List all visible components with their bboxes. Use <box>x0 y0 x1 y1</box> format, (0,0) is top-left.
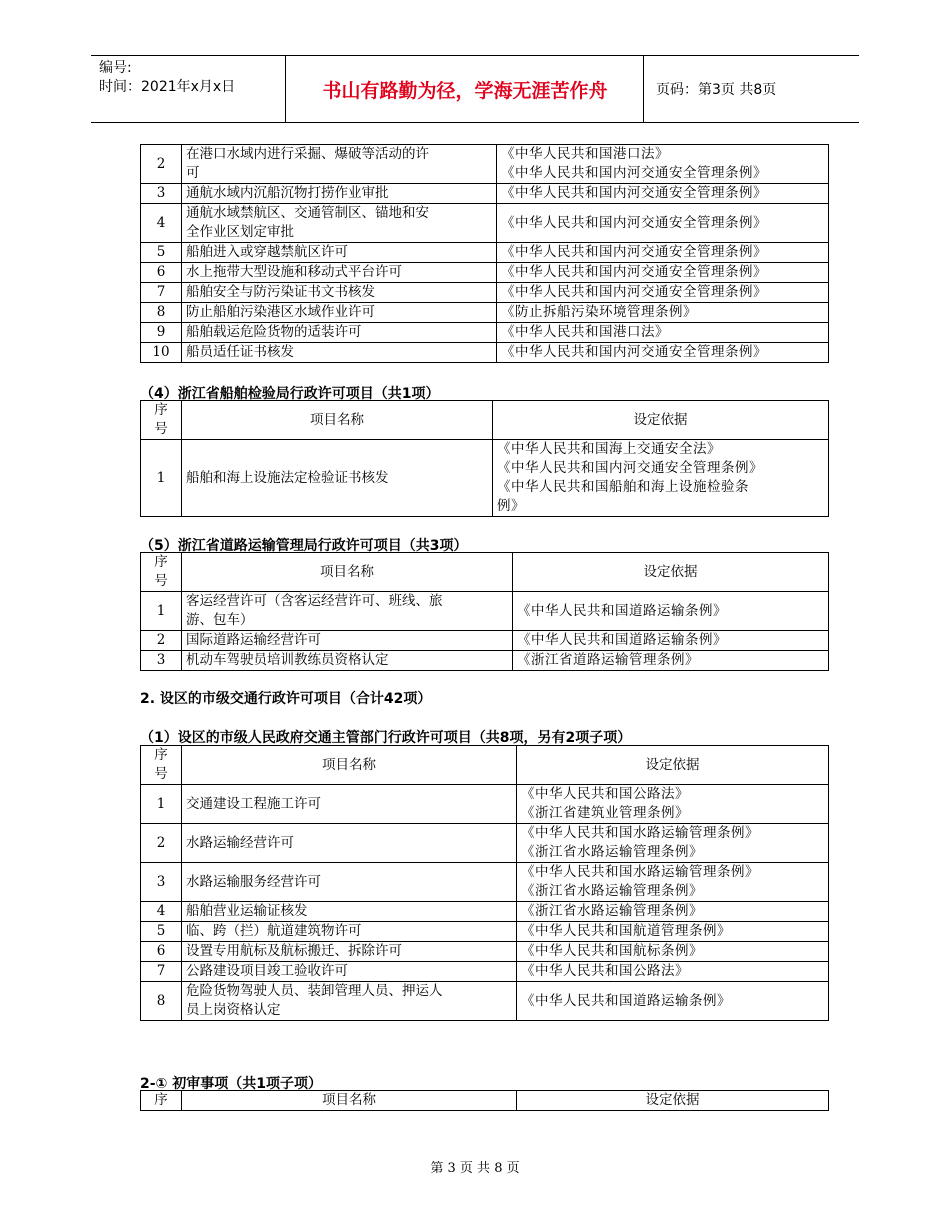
code-label: 编号: <box>99 60 132 76</box>
item-name <box>182 824 517 863</box>
legal-basis-line: 《中华人民共和国水路运输管理条例》 <box>521 825 759 841</box>
item-name <box>182 863 517 902</box>
item-name-line: 全作业区划定审批 <box>186 224 294 240</box>
table-row <box>141 243 829 263</box>
col-header-no: 序 <box>141 1091 182 1111</box>
page-header <box>91 55 859 123</box>
legal-basis-line: 《中华人民共和国内河交通安全管理条例》 <box>501 185 767 201</box>
legal-basis-line: 《中华人民共和国水路运输管理条例》 <box>521 864 759 880</box>
row-number: 6 <box>141 942 182 962</box>
row-number: 7 <box>141 962 182 982</box>
legal-basis-line: 《浙江省建筑业管理条例》 <box>521 805 689 821</box>
legal-basis <box>517 962 829 982</box>
item-name-line: 交通建设工程施工许可 <box>186 795 321 812</box>
col-header-basis: 设定依据 <box>513 553 829 592</box>
legal-basis-line: 《中华人民共和国港口法》 <box>501 146 669 162</box>
legal-basis <box>493 440 829 517</box>
item-name-line: 国际道路运输经营许可 <box>186 632 321 648</box>
item-name <box>182 631 513 651</box>
row-number: 2 <box>141 145 182 184</box>
table-row <box>141 785 829 824</box>
row-number: 8 <box>141 303 182 323</box>
col-header-basis: 设定依据 <box>517 746 829 785</box>
section-2-1-heading: （1）设区的市级人民政府交通主管部门行政许可项目（共8项，另有2项子项） <box>140 730 632 746</box>
col-header-basis: 设定依据 <box>493 401 829 440</box>
item-name <box>182 263 497 283</box>
legal-basis-line: 《中华人民共和国航道管理条例》 <box>521 923 731 939</box>
col-header-no: 序 号 <box>141 401 182 440</box>
item-name-line: 客运经营许可（含客运经营许可、班线、旅 <box>186 593 443 609</box>
section-4-heading: （4）浙江省船舶检验局行政许可项目（共1项） <box>140 386 440 402</box>
legal-basis <box>517 982 829 1021</box>
item-name <box>182 283 497 303</box>
legal-basis <box>497 243 829 263</box>
item-name-line: 游、包车） <box>186 612 254 628</box>
legal-basis <box>517 863 829 902</box>
row-number: 10 <box>141 343 182 363</box>
legal-basis-line: 例》 <box>497 498 525 514</box>
col-header-name: 项目名称 <box>182 401 493 440</box>
header-motto: 书山有路勤为径，学海无涯苦作舟 <box>287 56 644 122</box>
legal-basis-line: 《浙江省道路运输管理条例》 <box>517 652 699 668</box>
legal-basis <box>517 785 829 824</box>
legal-basis <box>497 303 829 323</box>
legal-basis-line: 《中华人民共和国内河交通安全管理条例》 <box>497 460 763 476</box>
row-number: 9 <box>141 323 182 343</box>
row-number: 1 <box>141 440 182 517</box>
legal-basis <box>517 922 829 942</box>
legal-basis-line: 《中华人民共和国道路运输条例》 <box>521 992 731 1009</box>
item-name <box>182 982 517 1021</box>
col-header-name: 项目名称 <box>182 746 517 785</box>
item-name <box>182 343 497 363</box>
row-number: 1 <box>141 592 182 631</box>
row-number: 2 <box>141 824 182 863</box>
table-row <box>141 942 829 962</box>
legal-basis <box>517 824 829 863</box>
time-label: 时间：2021年x月x日 <box>99 79 236 95</box>
item-name-line: 水上拖带大型设施和移动式平台许可 <box>186 264 402 280</box>
legal-basis-line: 《中华人民共和国内河交通安全管理条例》 <box>501 244 767 260</box>
legal-basis <box>497 323 829 343</box>
legal-basis <box>497 343 829 363</box>
table-row <box>141 323 829 343</box>
legal-basis-line: 《浙江省水路运输管理条例》 <box>521 844 703 860</box>
item-name-line: 员上岗资格认定 <box>186 1002 281 1018</box>
item-name <box>182 145 497 184</box>
item-name-line: 船舶安全与防污染证书文书核发 <box>186 284 375 300</box>
table-row <box>141 902 829 922</box>
item-name-line: 船舶进入或穿越禁航区许可 <box>186 244 348 260</box>
legal-basis-line: 《中华人民共和国海上交通安全法》 <box>497 441 721 457</box>
header-page-label: 页码：第3页 共8页 <box>656 82 777 98</box>
legal-basis <box>497 145 829 184</box>
row-number: 2 <box>141 631 182 651</box>
row-number: 6 <box>141 263 182 283</box>
legal-basis-line: 《中华人民共和国港口法》 <box>501 324 669 340</box>
table-row <box>141 863 829 902</box>
legal-basis <box>497 263 829 283</box>
row-number: 5 <box>141 243 182 263</box>
legal-basis <box>517 902 829 922</box>
table-row <box>141 651 829 671</box>
item-name <box>182 651 513 671</box>
table-row <box>141 592 829 631</box>
table-row <box>141 343 829 363</box>
item-name <box>182 592 513 631</box>
item-name <box>182 323 497 343</box>
row-number: 7 <box>141 283 182 303</box>
item-name-line: 船舶营业运输证核发 <box>186 903 308 919</box>
item-name-line: 水路运输经营许可 <box>186 834 294 851</box>
legal-basis-line: 《防止拆船污染环境管理条例》 <box>501 304 697 320</box>
section-5-heading: （5）浙江省道路运输管理局行政许可项目（共3项） <box>140 538 468 554</box>
col-header-no: 序 号 <box>141 746 182 785</box>
table-continued <box>140 144 829 363</box>
item-name-line: 船员适任证书核发 <box>186 344 294 360</box>
item-name <box>182 440 493 517</box>
table-row <box>141 824 829 863</box>
item-name-line: 通航水域内沉船沉物打捞作业审批 <box>186 185 389 201</box>
table-row <box>141 145 829 184</box>
item-name-line: 设置专用航标及航标搬迁、拆除许可 <box>186 943 402 959</box>
item-name <box>182 902 517 922</box>
legal-basis <box>497 283 829 303</box>
item-name-line: 临、跨（拦）航道建筑物许可 <box>186 923 362 939</box>
row-number: 5 <box>141 922 182 942</box>
page-footer: 第 3 页 共 8 页 <box>430 1161 520 1176</box>
item-name-line: 通航水域禁航区、交通管制区、锚地和安 <box>186 205 429 221</box>
legal-basis-line: 《中华人民共和国内河交通安全管理条例》 <box>501 344 767 360</box>
row-number: 4 <box>141 902 182 922</box>
legal-basis <box>513 651 829 671</box>
legal-basis-line: 《中华人民共和国内河交通安全管理条例》 <box>501 214 767 231</box>
header-meta <box>91 56 286 122</box>
legal-basis <box>497 204 829 243</box>
row-number: 1 <box>141 785 182 824</box>
table-row <box>141 922 829 942</box>
item-name <box>182 942 517 962</box>
section-2-heading: 2. 设区的市级交通行政许可项目（合计42项） <box>140 691 432 707</box>
legal-basis <box>517 942 829 962</box>
legal-basis-line: 《浙江省水路运输管理条例》 <box>521 903 703 919</box>
item-name-line: 危险货物驾驶人员、装卸管理人员、押运人 <box>186 983 443 999</box>
row-number: 4 <box>141 204 182 243</box>
item-name <box>182 962 517 982</box>
legal-basis-line: 《中华人民共和国内河交通安全管理条例》 <box>501 284 767 300</box>
table-row <box>141 982 829 1021</box>
item-name <box>182 184 497 204</box>
table-section-5 <box>140 552 829 671</box>
item-name <box>182 303 497 323</box>
table-section-4 <box>140 400 829 517</box>
item-name-line: 在港口水域内进行采掘、爆破等活动的许 <box>186 146 429 162</box>
col-header-name: 项目名称 <box>182 1091 517 1111</box>
row-number: 3 <box>141 651 182 671</box>
col-header-name: 项目名称 <box>182 553 513 592</box>
item-name-line: 水路运输服务经营许可 <box>186 873 321 890</box>
legal-basis <box>513 631 829 651</box>
legal-basis-line: 《中华人民共和国船舶和海上设施检验条 <box>497 479 749 495</box>
item-name <box>182 922 517 942</box>
legal-basis-line: 《中华人民共和国公路法》 <box>521 963 689 979</box>
legal-basis-line: 《中华人民共和国道路运输条例》 <box>517 632 727 648</box>
legal-basis-line: 《中华人民共和国内河交通安全管理条例》 <box>501 264 767 280</box>
table-section-2-sub <box>140 1090 829 1111</box>
item-name-line: 公路建设项目竣工验收许可 <box>186 963 348 979</box>
item-name-line: 防止船舶污染港区水域作业许可 <box>186 304 375 320</box>
table-row <box>141 303 829 323</box>
legal-basis-line: 《中华人民共和国航标条例》 <box>521 943 703 959</box>
col-header-basis: 设定依据 <box>517 1091 829 1111</box>
item-name-line: 船舶载运危险货物的适装许可 <box>186 324 362 340</box>
table-row <box>141 962 829 982</box>
item-name-line: 机动车驾驶员培训教练员资格认定 <box>186 652 389 668</box>
table-section-2-1 <box>140 745 829 1021</box>
item-name <box>182 204 497 243</box>
table-row <box>141 263 829 283</box>
item-name-line: 船舶和海上设施法定检验证书核发 <box>186 469 389 486</box>
item-name <box>182 243 497 263</box>
row-number: 3 <box>141 184 182 204</box>
row-number: 8 <box>141 982 182 1021</box>
legal-basis-line: 《中华人民共和国内河交通安全管理条例》 <box>501 165 767 181</box>
table-row <box>141 184 829 204</box>
legal-basis <box>497 184 829 204</box>
legal-basis-line: 《中华人民共和国公路法》 <box>521 786 689 802</box>
legal-basis-line: 《浙江省水路运输管理条例》 <box>521 883 703 899</box>
section-2-sub-heading: 2-① 初审事项（共1项子项） <box>140 1076 323 1092</box>
item-name <box>182 785 517 824</box>
legal-basis <box>513 592 829 631</box>
table-row <box>141 283 829 303</box>
table-row <box>141 440 829 517</box>
col-header-no: 序 号 <box>141 553 182 592</box>
legal-basis-line: 《中华人民共和国道路运输条例》 <box>517 602 727 619</box>
item-name-line: 可 <box>186 165 200 181</box>
table-row <box>141 204 829 243</box>
table-row <box>141 631 829 651</box>
row-number: 3 <box>141 863 182 902</box>
